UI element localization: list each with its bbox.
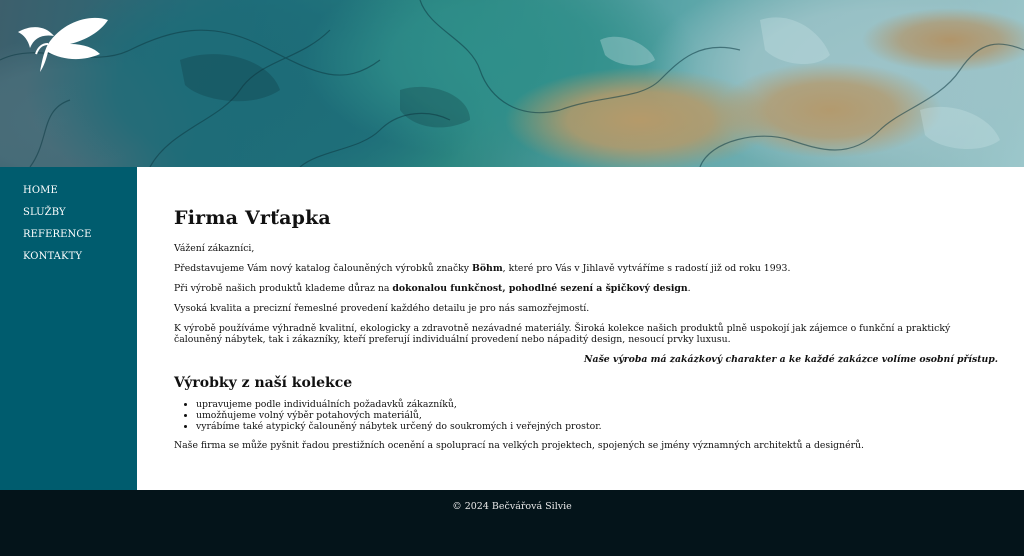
header-banner bbox=[0, 0, 1024, 167]
custom-order-note: Naše výroba má zakázkový charakter a ke každé zakázce volíme osobní přístup. bbox=[584, 354, 998, 365]
sidebar-nav bbox=[0, 167, 137, 490]
main-content bbox=[137, 167, 1024, 490]
banner-texture bbox=[0, 0, 1024, 167]
list-item: • upravujeme podle individuálních požadavků zákazníků, bbox=[196, 399, 998, 410]
footer bbox=[0, 490, 1024, 556]
focus-text-start: Při výrobě našich produktů klademe důraz na bbox=[174, 283, 393, 294]
page-title: Firma Vrťapka bbox=[174, 207, 331, 229]
leaf-logo-icon[interactable] bbox=[12, 14, 110, 74]
intro-paragraph bbox=[174, 263, 998, 274]
collection-list bbox=[196, 399, 998, 432]
materials-paragraph: K výrobě používáme výhradně kvalitní, ekologicky a zdravotně nezávadné materiály. Široká kolekce našich produktů plně uspokojí jak zájemce o funkční a praktický čalouněný nábytek, tak i zákazníky, kteří preferují individuální provedení nebo nápaditý design, nesoucí prvky luxusu. bbox=[174, 323, 951, 345]
nav-link-references[interactable]: REFERENCE bbox=[23, 229, 92, 240]
intro-text-start: Představujeme Vám nový katalog čalouněných výrobků značky bbox=[174, 263, 472, 274]
greeting-paragraph: Vážení zákazníci, bbox=[174, 243, 255, 254]
brand-name: Böhm bbox=[472, 263, 503, 274]
intro-text-end: , které pro Vás v Jihlavě vytváříme s radostí již od roku 1993. bbox=[502, 263, 791, 274]
copyright-text: © 2024 Bečvářová Silvie bbox=[452, 501, 572, 512]
nav-link-home[interactable]: HOME bbox=[23, 185, 58, 196]
focus-paragraph bbox=[174, 283, 998, 294]
list-item: • vyrábíme také atypický čalouněný nábytek určený do soukromých i veřejných prostor. bbox=[196, 421, 998, 432]
nav-link-contacts[interactable]: KONTAKTY bbox=[23, 251, 83, 262]
list-item: • umožňujeme volný výběr potahových materiálů, bbox=[196, 410, 998, 421]
focus-text-end: . bbox=[687, 283, 691, 294]
quality-paragraph: Vysoká kvalita a precizní řemeslné provedení každého detailu je pro nás samozřejmostí. bbox=[174, 303, 590, 314]
focus-highlight: dokonalou funkčnost, pohodlné sezení a špičkový design bbox=[392, 283, 688, 294]
nav-link-services[interactable]: SLUŽBY bbox=[23, 207, 66, 218]
closing-paragraph: Naše firma se může pyšnit řadou prestižních ocenění a spoluprací na velkých projektech, spojených se jmény významných architektů a designérů. bbox=[174, 440, 864, 451]
collection-heading: Výrobky z naší kolekce bbox=[174, 375, 353, 391]
